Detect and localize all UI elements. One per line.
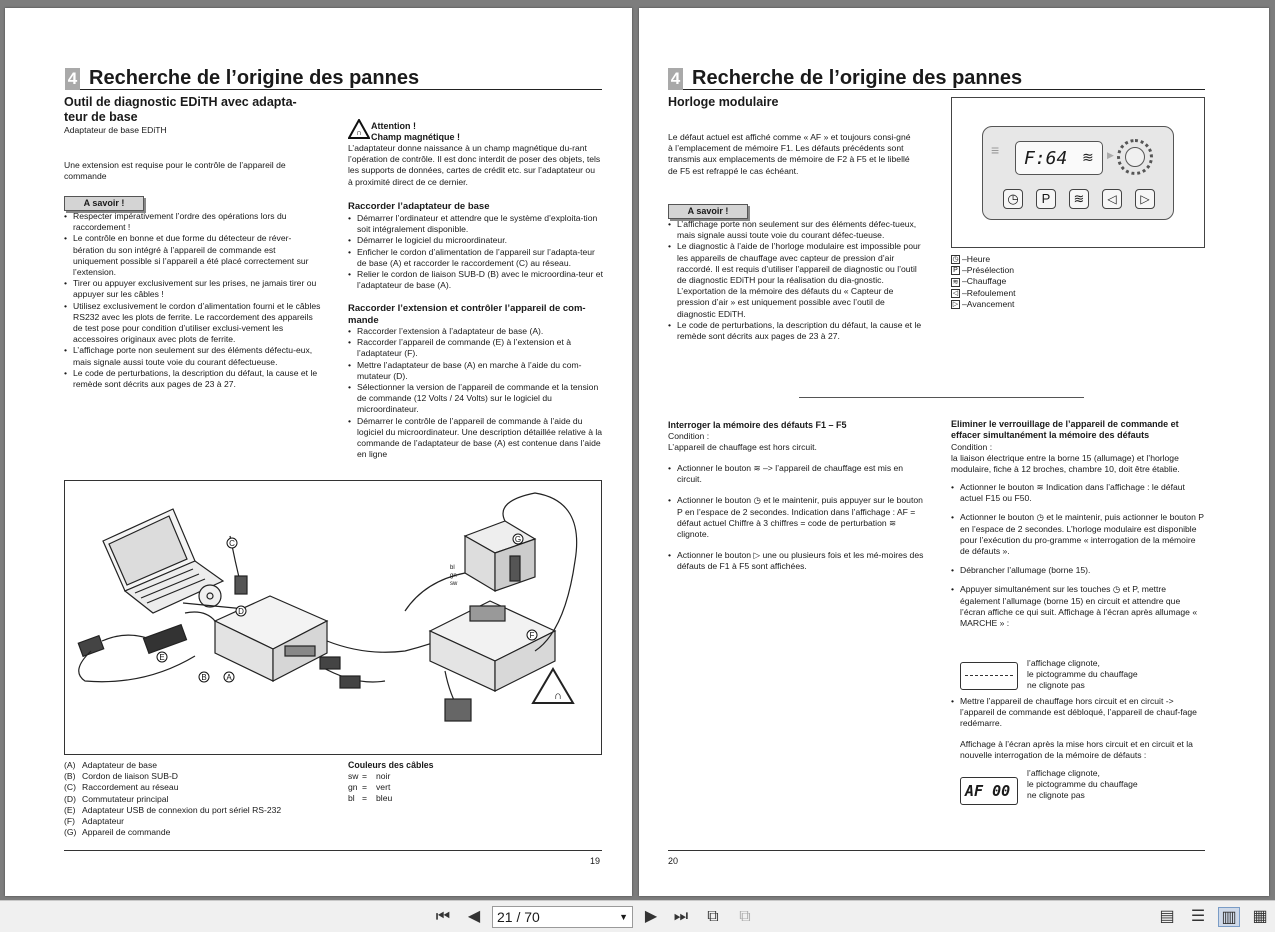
attention-text: L’adaptateur donne naissance à un champ magnétique du-rant l’opération de contrôle. Il est donc interdit de poser des objets, tels les supports de données, cartes de crédit etc. sur l’adaptateur ou à proximité direct de ce dernier. (348, 143, 601, 187)
list-item: • Actionner le bouton ◷ et le maintenir, puis appuyer sur le bouton P en l’espace de 2 secondes. Indication dans l’affichage : AF = défaut actuel Chiffre à 3 chiffres = code de perturbation ≋ clignote. (668, 495, 924, 540)
heating-icon: ≋ (952, 278, 959, 286)
diagram-label-a: A (226, 673, 232, 682)
list-item: • Enficher le cordon d’alimentation de l’appareil sur l’adapta-teur de base (A) et raccorder le raccordement (C) au réseau. (348, 247, 603, 269)
display2-code: AF 00 (965, 782, 1011, 800)
back-key-icon: ◁ (1102, 189, 1122, 209)
section-title: Horloge modulaire (668, 95, 779, 109)
preselection-key-icon: P (1036, 189, 1056, 209)
list-item: • Démarrer le contrôle de l’appareil de commande à l’aide du logiciel du microordinateur. Une description détaillée relative à la commande de l’adaptateur de base (A) est contenue dans l’aide en ligne (348, 416, 603, 461)
rotate-icon[interactable]: ⧉ (707, 908, 719, 925)
keys-legend: ◷ –Heure P –Présélection ≋ –Chauffage ◁ –Refoulement ▷ –Avancement (952, 254, 1016, 309)
cable-colors-title: Couleurs des câbles (348, 760, 434, 770)
list-item: • Le code de perturbations, la description du défaut, la cause et le remède sont décrits aux pages de 23 à 27. (668, 320, 924, 342)
single-page-view-icon[interactable]: ▤ (1159, 908, 1175, 925)
list-item: • Actionner le bouton ≋ –> l’appareil de chauffage est mis en circuit. (668, 463, 924, 485)
forward-key-icon: ▷ (1135, 189, 1155, 209)
page-right (639, 8, 1269, 896)
list-item: • Sélectionner la version de l’appareil de commande et la tension de commande (12 Volts / 24 Volts) sur le logiciel du microordinateur. (348, 382, 603, 416)
list-item: • Débrancher l’allumage (borne 15). (951, 565, 1207, 576)
section1-title: Raccorder l’adaptateur de base (348, 201, 490, 212)
display2-caption: l’affichage clignote, le pictogramme du chauffage ne clignote pas (1027, 768, 1138, 801)
page-left (5, 8, 632, 896)
dial-knob (1117, 139, 1153, 175)
copy-icon[interactable]: ⧉ (739, 908, 751, 925)
list-item: • Le code de perturbations, la description du défaut, la cause et le remède sont décrits aux pages de 23 à 27. (64, 368, 322, 390)
pointer-arrow-icon: ▶ (1107, 150, 1114, 160)
list-item: • Le diagnostic à l’aide de l’horloge modulaire est impossible pour les appareils de chauffage avec capteur de pression d’air raccordé. Il est requis d’utiliser l’appareil de diagnostic ou l’outil de diagnostic EDiTH pour la réalisation du dia-gnostic. L’exportation de la mémoire des défauts du « Capteur de pression d’air » est uniquement possible avec l’outil de diagnostic EDiTH. (668, 241, 924, 319)
display-example-1 (960, 662, 1018, 690)
footer-rule (64, 850, 602, 851)
list-item: • Actionner le bouton ≋ Indication dans l’affichage : le défaut actuel F15 ou F50. (951, 482, 1207, 504)
list-item: • Respecter impérativement l’ordre des opérations lors du raccordement ! (64, 211, 322, 233)
chapter-title: Recherche de l’origine des pannes (89, 67, 420, 89)
diagram-label-gn: gn (450, 573, 457, 579)
list-item: • Mettre l’appareil de chauffage hors circuit et en circuit -> l’appareil de commande est débloqué, l’appareil de chauf-fage redémarre. (951, 696, 1207, 730)
divider (799, 397, 1084, 398)
diagram-legend: (A) Adaptateur de base (B) Cordon de liaison SUB-D (C) Raccordement au réseau (D) Commutateur principal (E) Adaptateur USB de connexion du port sériel RS-232 (F) Adaptateur (G) Appareil de commande (64, 760, 282, 838)
intro-text: Le défaut actuel est affiché comme « AF » et toujours consi-gné à l’emplacement de mémoire F1. Les défauts précédents sont transmis aux emplacements de mémoire de F2 à F5 et le libellé de F5 est refrappé le cas échéant. (668, 132, 911, 176)
list-item: • Raccorder l’extension à l’adaptateur de base (A). (348, 326, 603, 337)
intro-text: Une extension est requise pour le contrôle de l’appareil de commande (64, 160, 286, 182)
chapter-title: Recherche de l’origine des pannes (692, 67, 1023, 89)
display-code: F:64 (1024, 148, 1068, 169)
first-page-icon[interactable]: ⏮ (435, 908, 451, 925)
list-item: • Tirer ou appuyer exclusivement sur les prises, ne jamais tirer ou appuyer sur les câbles ! (64, 278, 322, 300)
attention-title: Attention ! (371, 121, 416, 131)
chapter-header (668, 68, 1205, 90)
section2-list (348, 326, 603, 460)
col2-after-text: Affichage à l’écran après la mise hors circuit et en circuit et la nouvelle interrogation de la mémoire de défauts : (960, 739, 1193, 761)
svg-text:∩: ∩ (554, 690, 562, 702)
warning-magnet-icon (348, 119, 370, 139)
forward-icon: ▷ (952, 301, 959, 309)
diagram-label-c: C (229, 539, 235, 548)
col2-condition-label: Condition : (951, 442, 993, 452)
display1-caption: l’affichage clignote, le pictogramme du chauffage ne clignote pas (1027, 658, 1138, 691)
col2-list-cont (951, 696, 1207, 730)
clock-key-icon: ◷ (1003, 189, 1023, 209)
heating-icon: ≋ (1082, 149, 1094, 165)
diagram-label-sw: sw (450, 581, 458, 587)
page-number: 20 (668, 856, 679, 866)
cable-colors: Couleurs des câbles sw = noir gn = vert bl = bleu (348, 760, 434, 804)
chapter-number: 4 (668, 68, 683, 90)
chevron-down-icon: ▼ (619, 912, 628, 922)
display-example-2 (960, 777, 1018, 805)
list-item: • Raccorder l’appareil de commande (E) à l’extension et à l’adaptateur (F). (348, 337, 603, 359)
col1-title: Interroger la mémoire des défauts F1 – F5 (668, 420, 847, 430)
note-badge: A savoir ! (64, 196, 144, 211)
note-list (668, 219, 924, 342)
page-number: 19 (590, 856, 601, 866)
clock-panel (982, 126, 1174, 220)
modular-clock-image (951, 97, 1205, 248)
back-icon: ◁ (952, 289, 959, 297)
diagram-label-d: D (238, 607, 244, 616)
col2-list (951, 482, 1207, 629)
list-item: • Actionner le bouton ◷ et le maintenir, puis actionner le bouton P en l’espace de 2 secondes. L’horloge modulaire est disponible pour l’exécution du pro-gramme « interrogation de la mémoire de défauts ». (951, 512, 1207, 557)
note-list (64, 211, 322, 390)
col1-list (668, 463, 924, 573)
footer-rule (668, 850, 1205, 851)
list-item: • Le contrôle en bonne et due forme du détecteur de réver-bération du son intégré à l’appareil de commande est uniquement possible si l’appareil a été placé correctement sur l’extension. (64, 233, 322, 278)
list-item: • Utilisez exclusivement le cordon d’alimentation fourni et le câbles RS232 avec les plots de ferrite. Le raccordement des appareils de test pose pour condition d’utiliser exclusi-vement les accessoires originaux avec plots de ferrite. (64, 301, 322, 346)
list-item: • Relier le cordon de liaison SUB-D (B) avec le microordina-teur et l’adaptateur de base (A). (348, 269, 603, 291)
list-item: • Démarrer l’ordinateur et attendre que le système d’exploita-tion soit intégralement disponible. (348, 213, 603, 235)
col1-condition-text: L’appareil de chauffage est hors circuit. (668, 442, 817, 452)
page-selector[interactable] (492, 906, 633, 928)
diagram-label-bl: bl (450, 565, 455, 571)
section1-list (348, 213, 603, 291)
chapter-header (65, 68, 602, 90)
continuous-view-icon[interactable]: ☰ (1190, 908, 1206, 925)
section2-title: Raccorder l’extension et contrôler l’appareil de com-mande (348, 303, 586, 326)
brand-flame-icon: ≡ (991, 142, 1000, 158)
col1-condition-label: Condition : (668, 431, 710, 441)
two-page-continuous-icon[interactable]: ▦ (1252, 908, 1268, 925)
page-indicator: 21 / 70 (497, 909, 540, 925)
list-item: • Mettre l’adaptateur de base (A) en marche à l’aide du com-mutateur (D). (348, 360, 603, 382)
diagram-label-g: G (514, 535, 522, 544)
next-page-icon[interactable]: ▶ (644, 908, 658, 925)
previous-page-icon[interactable]: ◀ (467, 908, 481, 925)
preselection-icon: P (951, 266, 960, 275)
list-item: • L’affichage porte non seulement sur des éléments défec-tueux, mais signale aussi toute voie du courant défec-tueuse. (668, 219, 924, 241)
list-item: • Actionner le bouton ▷ une ou plusieurs fois et les mé-moires des défauts de F1 à F5 sont affichées. (668, 550, 924, 572)
two-page-view-icon[interactable]: ▥ (1218, 907, 1240, 927)
list-item: • Appuyer simultanément sur les touches ◷ et P, mettre également l’allumage (borne 15) en circuit et attendre que l’écran affiche ce qui suit. Affichage à l’écran après allumage « MARCHE » : (951, 584, 1207, 629)
diagram-label-b: B (201, 673, 207, 682)
last-page-icon[interactable]: ⏭ (673, 908, 689, 925)
viewer-toolbar (0, 900, 1275, 932)
attention-subtitle: Champ magnétique ! (371, 132, 461, 142)
section-subtitle: Adaptateur de base EDiTH (64, 125, 167, 135)
col2-title: Eliminer le verrouillage de l’appareil de commande et effacer simultanément la mémoire des défauts (951, 419, 1179, 440)
clock-icon: ◷ (952, 256, 959, 264)
diagram-drawing (65, 481, 601, 754)
heating-key-icon: ≋ (1069, 189, 1089, 209)
list-item: • Démarrer le logiciel du microordinateur. (348, 235, 603, 246)
list-item: • L’affichage porte non seulement sur des éléments défectu-eux, mais signale aussi toute voie du courant défectueuse. (64, 345, 322, 367)
connection-diagram (64, 480, 602, 755)
chapter-number: 4 (65, 68, 80, 90)
col2-condition-text: la liaison électrique entre la borne 15 (allumage) et l’horloge modulaire, fiche à 12 broches, chambre 10, doit être établie. (951, 453, 1180, 475)
diagram-label-f: F (529, 631, 535, 640)
svg-text:∩: ∩ (356, 128, 362, 137)
section-title: Outil de diagnostic EDiTH avec adapta-teur de base (64, 95, 297, 124)
diagram-label-e: E (159, 653, 165, 662)
clock-display (1015, 141, 1103, 175)
note-badge: A savoir ! (668, 204, 748, 219)
